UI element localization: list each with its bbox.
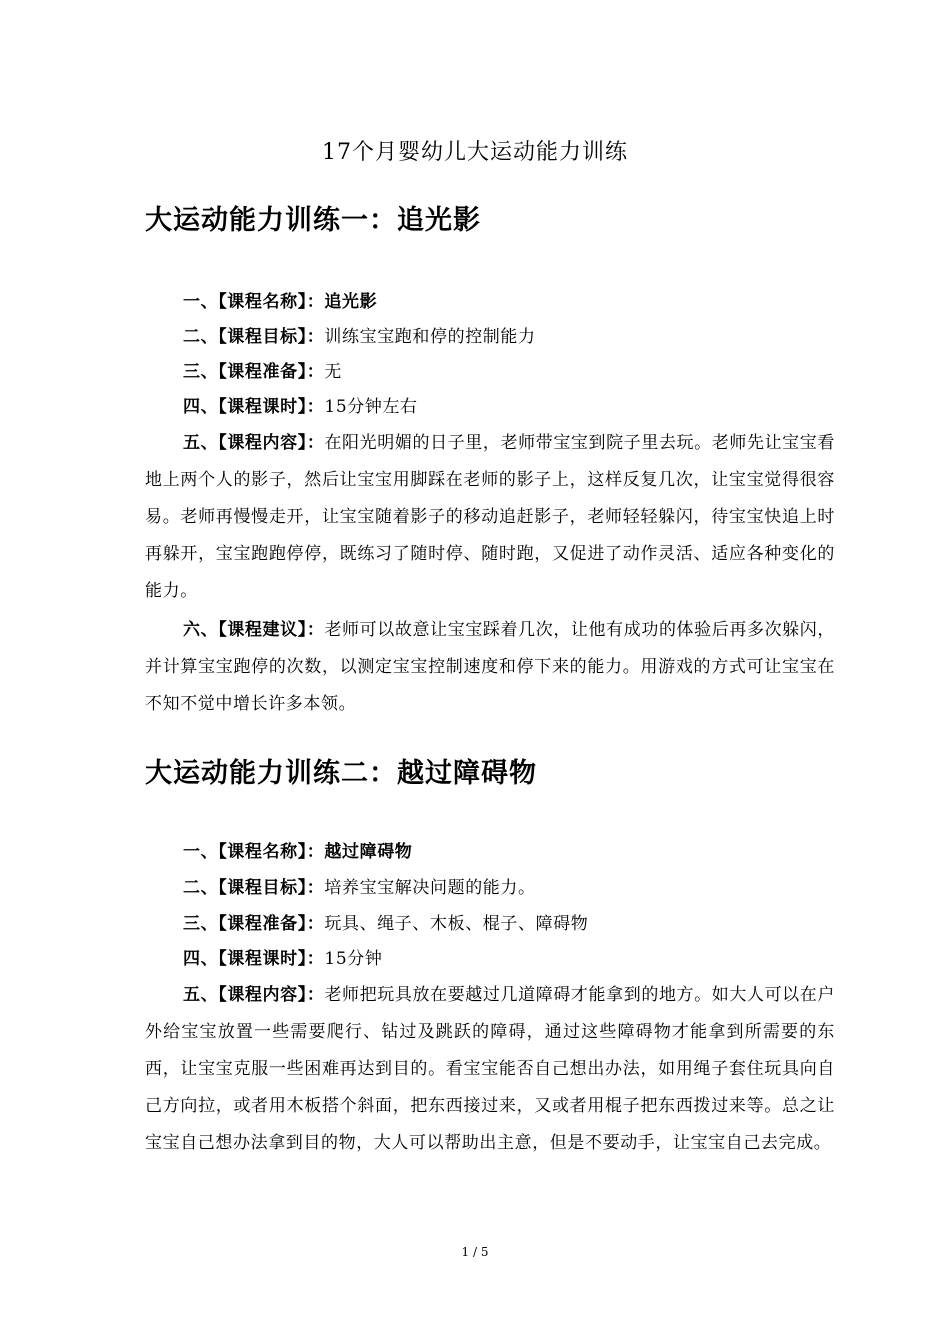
item-value: 培养宝宝解决问题的能力。 — [324, 878, 536, 898]
item-value: 追光影 — [324, 292, 378, 312]
paragraph-text: 老师可以故意让宝宝踩着几次，让他有成功的体验后再多次躲闪，并计算宝宝跑停的次数，以测定宝宝控制速度和停下来的能力。用游戏的方式可让宝宝在不知不觉中增长许多本领。 — [145, 620, 835, 714]
paragraph-label: 五、【课程内容】： — [183, 985, 325, 1005]
paragraph-label: 五、【课程内容】： — [183, 433, 325, 453]
paragraph-text: 在阳光明媚的日子里，老师带宝宝到院子里去玩。老师先让宝宝看地上两个人的影子，然后让宝宝用脚踩在老师的影子上，这样反复几次，让宝宝觉得很容易。老师再慢慢走开，让宝宝随着影子的移动追赶影子，老师轻轻躲闪，待宝宝快追上时再躲开，宝宝跑跑停停，既练习了随时停、随时跑，又促进了动作灵活、适应各种变化的能力。 — [145, 433, 835, 601]
item-value: 玩具、绳子、木板、棍子、障碍物 — [324, 914, 589, 934]
item-value: 15分钟 — [324, 949, 383, 969]
section-heading-1: 大运动能力训练一：追光影 — [145, 205, 481, 236]
document-title: 17个月婴幼儿大运动能力训练 — [322, 140, 628, 165]
course-name-item — [145, 284, 825, 320]
course-content-paragraph — [145, 977, 835, 1162]
course-duration-item — [145, 389, 825, 425]
course-name-item — [145, 834, 825, 870]
course-suggestion-paragraph — [145, 612, 835, 723]
item-label: 二、【课程目标】： — [183, 327, 325, 347]
item-value: 越过障碍物 — [324, 842, 413, 862]
item-label: 四、【课程课时】： — [183, 397, 325, 417]
paragraph-text: 老师把玩具放在要越过几道障碍才能拿到的地方。如大人可以在户外给宝宝放置一些需要爬行、钻过及跳跃的障碍，通过这些障碍物才能拿到所需要的东西，让宝宝克服一些困难再达到目的。看宝宝能否自己想出办法，如用绳子套住玩具向自己方向拉，或者用木板搭个斜面，把东西接过来，又或者用棍子把东西拨过来等。总之让宝宝自己想办法拿到目的物，大人可以帮助出主意，但是不要动手，让宝宝自己去完成。 — [145, 985, 835, 1153]
course-content-paragraph — [145, 425, 835, 610]
item-value: 无 — [324, 362, 343, 382]
item-value: 训练宝宝跑和停的控制能力 — [324, 327, 536, 347]
course-prep-item — [145, 354, 825, 390]
item-value: 15分钟左右 — [324, 397, 418, 417]
item-label: 三、【课程准备】： — [183, 914, 325, 934]
course-goal-item — [145, 319, 825, 355]
item-label: 一、【课程名称】： — [183, 842, 325, 862]
course-duration-item — [145, 941, 825, 977]
item-label: 二、【课程目标】： — [183, 878, 325, 898]
paragraph-label: 六、【课程建议】： — [183, 620, 325, 640]
item-label: 一、【课程名称】： — [183, 292, 325, 312]
item-label: 三、【课程准备】： — [183, 362, 325, 382]
page-number: 1 / 5 — [461, 1245, 489, 1259]
section-heading-2: 大运动能力训练二：越过障碍物 — [145, 758, 537, 789]
course-goal-item — [145, 870, 825, 906]
item-label: 四、【课程课时】： — [183, 949, 325, 969]
course-prep-item — [145, 906, 825, 942]
